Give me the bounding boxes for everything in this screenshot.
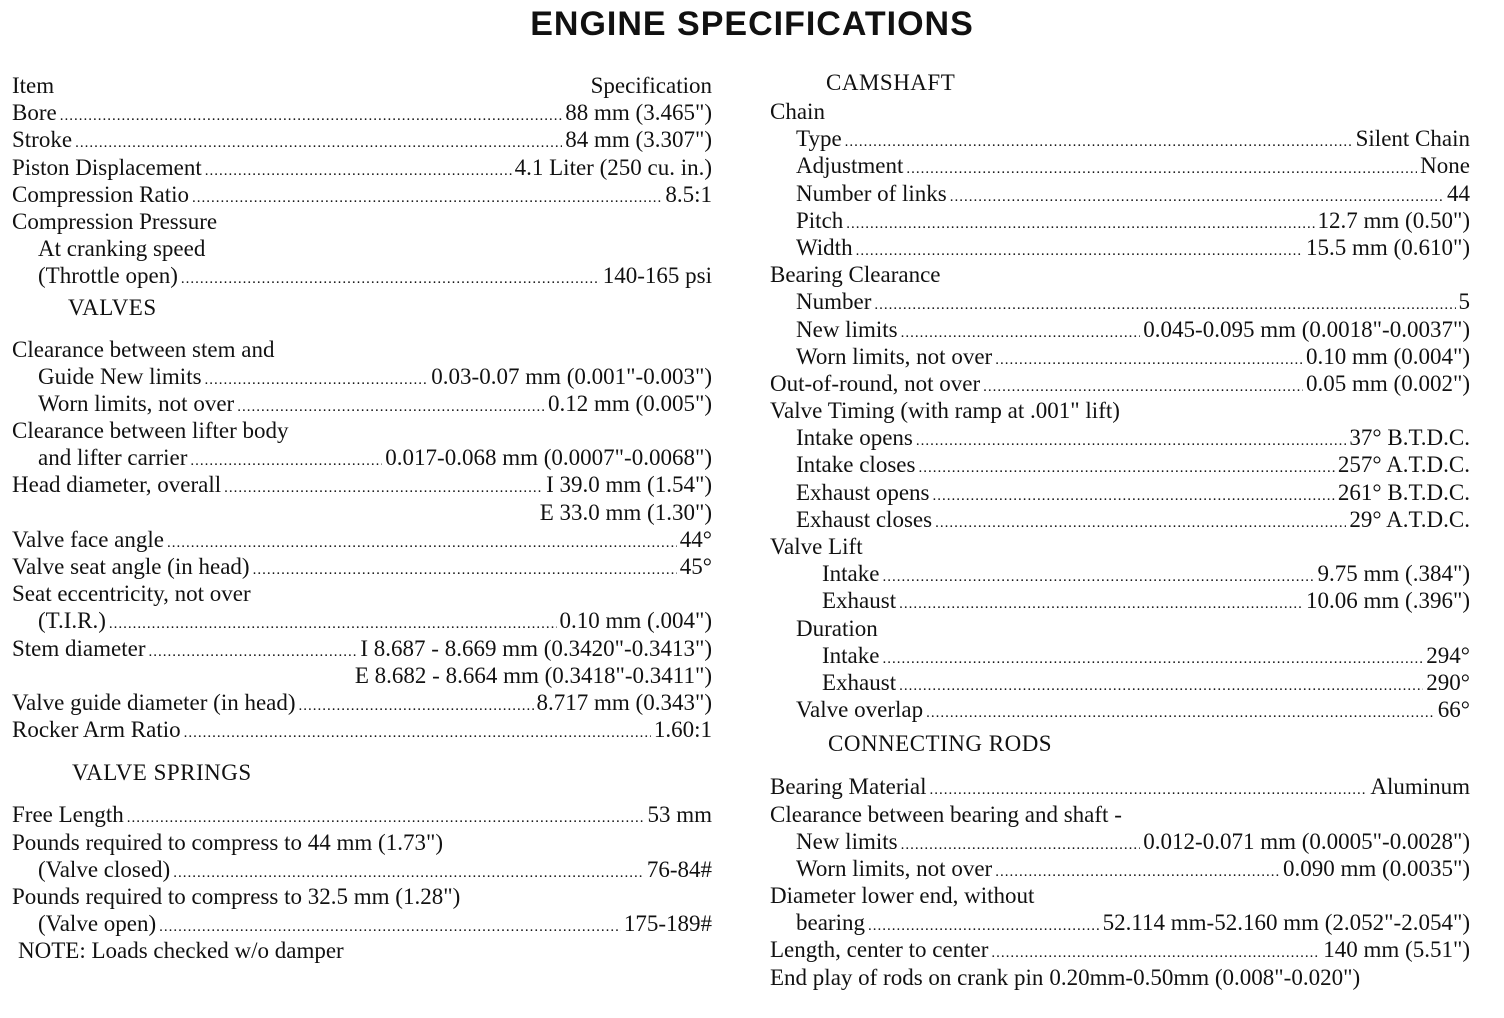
spec-row — [770, 669, 1470, 696]
spec-value: 5 — [1458, 289, 1470, 315]
spec-row — [12, 499, 712, 526]
spec-row — [12, 471, 712, 498]
spec-label: Intake closes — [796, 452, 916, 478]
spec-row — [770, 773, 1470, 800]
leader-dots — [882, 564, 1314, 591]
spec-row — [12, 154, 712, 181]
spec-value: 0.10 mm (.004") — [559, 608, 712, 634]
spec-label: Out-of-round, not over — [770, 370, 981, 396]
spec-label: Clearance between lifter body — [12, 418, 289, 444]
spec-value: 257° A.T.D.C. — [1337, 452, 1470, 478]
spec-value: 53 mm — [647, 802, 712, 828]
leader-dots — [846, 211, 1314, 238]
spec-label: Intake — [822, 642, 880, 668]
spec-label: Intake — [822, 561, 880, 587]
spec-label: (Valve open) — [38, 911, 157, 937]
spec-value: 45° — [679, 554, 712, 579]
spec-label: New limits — [796, 828, 898, 854]
leader-dots — [60, 103, 563, 130]
spec-label: Clearance between bearing and shaft - — [770, 801, 1122, 827]
spec-row — [12, 363, 712, 390]
spec-row — [770, 615, 1470, 642]
spec-row — [770, 560, 1470, 587]
spec-value: 44 — [1447, 180, 1470, 206]
spec-value: 0.12 mm (0.005") — [548, 390, 712, 416]
spec-value: Aluminum — [1370, 774, 1470, 800]
spec-row — [770, 801, 1470, 828]
spec-value: 10.06 mm (.396") — [1306, 588, 1470, 614]
spec-label: Type — [796, 126, 842, 152]
spec-value: 84 mm (3.307") — [565, 127, 712, 153]
spec-label: New limits — [796, 316, 898, 342]
spec-label: Guide New limits — [38, 363, 202, 389]
spec-value: 140 mm (5.51") — [1323, 937, 1470, 963]
spec-value: 1.60:1 — [653, 717, 712, 743]
spec-value: 140-165 psi — [602, 263, 712, 289]
spec-label: Chain — [770, 99, 825, 124]
spec-label: Exhaust opens — [796, 479, 930, 505]
leader-dots — [184, 720, 651, 747]
item-header: Item — [12, 73, 55, 98]
spec-value: None — [1420, 153, 1470, 179]
spec-label: Adjustment — [796, 153, 904, 179]
valves-heading: VALVES — [68, 294, 157, 320]
spec-row — [770, 424, 1470, 451]
spec-label: Clearance between stem and — [12, 336, 275, 362]
spec-row — [770, 964, 1470, 991]
spec-row — [770, 642, 1470, 669]
spec-row — [12, 336, 712, 363]
spec-label: Free Length — [12, 802, 124, 828]
spec-value: 8.5:1 — [665, 181, 712, 207]
spec-row — [12, 208, 712, 235]
spec-value: 0.03-0.07 mm (0.001"-0.003") — [431, 363, 712, 389]
spec-row — [770, 98, 1470, 125]
spec-label: Number — [796, 289, 872, 315]
spec-row — [770, 909, 1470, 936]
spec-row — [12, 126, 712, 153]
leader-dots — [845, 129, 1353, 156]
spec-row — [770, 587, 1470, 614]
leader-dots — [299, 693, 534, 720]
spec-label: Bearing Clearance — [770, 262, 941, 288]
spec-value: 76-84# — [646, 856, 712, 882]
note-row — [12, 937, 712, 964]
spec-label: bearing — [796, 910, 865, 936]
leader-dots — [933, 483, 1335, 510]
spec-value: 294° — [1426, 642, 1470, 668]
spec-value: E 33.0 mm (1.30") — [539, 499, 712, 525]
spec-row — [770, 180, 1470, 207]
spec-label: Valve face angle — [12, 526, 164, 552]
spec-label: Worn limits, not over — [38, 390, 235, 416]
spec-row — [12, 417, 712, 444]
spec-row — [12, 716, 712, 743]
spec-value: 0.045-0.095 mm (0.0018"-0.0037") — [1143, 316, 1470, 342]
spec-value: 12.7 mm (0.50") — [1317, 207, 1470, 233]
connecting-rods-heading: CONNECTING RODS — [828, 731, 1053, 757]
spec-label: Piston Displacement — [12, 154, 202, 180]
spec-value: 0.017-0.068 mm (0.0007"-0.0068") — [385, 445, 712, 471]
spec-row — [770, 828, 1470, 855]
spec-label: Intake opens — [796, 425, 913, 451]
spec-value: 290° — [1426, 669, 1470, 695]
spec-row — [770, 288, 1470, 315]
left-column — [12, 72, 712, 964]
leader-dots — [253, 557, 677, 584]
spec-value: 261° B.T.D.C. — [1337, 479, 1470, 505]
spec-row — [770, 343, 1470, 370]
spec-row — [12, 883, 712, 910]
leader-dots — [899, 673, 1423, 700]
leader-dots — [224, 475, 543, 502]
spec-label: Pounds required to compress to 44 mm (1.73") — [12, 829, 444, 855]
spec-label: Duration — [796, 615, 878, 641]
spec-row — [770, 506, 1470, 533]
leader-dots — [882, 646, 1423, 673]
leader-dots — [181, 266, 600, 293]
spec-row — [770, 451, 1470, 478]
spec-label: Rocker Arm Ratio — [12, 717, 181, 743]
spec-row — [12, 444, 712, 471]
leader-dots — [149, 639, 358, 666]
spec-label: Bearing Material — [770, 774, 927, 800]
valve-springs-heading: VALVE SPRINGS — [72, 760, 252, 786]
spec-row — [12, 801, 712, 828]
spec-row — [12, 856, 712, 883]
spec-label: (T.I.R.) — [38, 608, 106, 634]
spec-value: E 8.682 - 8.664 mm (0.3418"-0.3411") — [354, 662, 712, 688]
spec-row — [12, 689, 712, 716]
spec-row — [12, 662, 712, 689]
leader-dots — [906, 156, 1417, 183]
spec-label: Pounds required to compress to 32.5 mm (1.28") — [12, 883, 461, 909]
spec-value: 8.717 mm (0.343") — [536, 689, 712, 715]
spec-label: Valve seat angle (in head) — [12, 554, 250, 579]
spec-label: Stroke — [12, 127, 73, 153]
spec-value: 0.10 mm (0.004") — [1306, 343, 1470, 369]
leader-dots — [935, 510, 1346, 537]
spec-value: 29° A.T.D.C. — [1349, 506, 1470, 532]
spec-value: 88 mm (3.465") — [565, 100, 712, 126]
spec-label: Bore — [12, 100, 57, 126]
spec-row — [12, 390, 712, 417]
spec-label: Valve Lift — [770, 534, 863, 559]
leader-dots — [995, 347, 1303, 374]
spec-row — [770, 152, 1470, 179]
spec-row — [12, 580, 712, 607]
spec-value: 9.75 mm (.384") — [1317, 561, 1470, 587]
spec-label: At cranking speed — [38, 236, 206, 262]
spec-label: (Valve closed) — [38, 856, 171, 882]
spec-label: Exhaust — [822, 588, 897, 614]
spec-row — [12, 635, 712, 662]
note-text: NOTE: Loads checked w/o damper — [18, 938, 344, 964]
spec-label: Exhaust — [822, 669, 897, 695]
spec-row — [770, 533, 1470, 560]
spec-value: 66° — [1437, 697, 1470, 723]
spec-value: 52.114 mm-52.160 mm (2.052"-2.054") — [1102, 910, 1470, 936]
spec-label: End play of rods on crank pin — [770, 964, 1044, 990]
leader-dots — [205, 367, 429, 394]
spec-row — [12, 829, 712, 856]
spec-label: Pitch — [796, 207, 844, 233]
spec-row — [770, 316, 1470, 343]
spec-label: Stem diameter — [12, 635, 146, 661]
specification-header: Specification — [590, 73, 712, 98]
spec-value: 175-189# — [623, 911, 712, 937]
spec-value: I 8.687 - 8.669 mm (0.3420"-0.3413") — [360, 635, 712, 661]
right-column — [770, 68, 1470, 991]
spec-value: 0.05 mm (0.002") — [1306, 370, 1470, 396]
leader-dots — [899, 591, 1303, 618]
spec-value: 4.1 Liter (250 cu. in.) — [514, 154, 712, 180]
spec-row — [770, 234, 1470, 261]
spec-label: Width — [796, 234, 853, 260]
spec-row — [12, 607, 712, 634]
spec-value: 15.5 mm (0.610") — [1306, 234, 1470, 260]
spec-row — [770, 125, 1470, 152]
spec-row — [770, 207, 1470, 234]
spec-label: (Throttle open) — [38, 263, 178, 289]
spec-label: Valve overlap — [796, 697, 924, 723]
camshaft-heading: CAMSHAFT — [826, 70, 956, 95]
spec-label: Valve Timing (with ramp at .001" lift) — [770, 398, 1120, 424]
spec-value: 0.090 mm (0.0035") — [1283, 855, 1470, 881]
spec-row — [770, 882, 1470, 909]
spec-row — [770, 370, 1470, 397]
spec-row — [12, 235, 712, 262]
spec-label: Number of links — [796, 180, 947, 206]
spec-row — [770, 397, 1470, 424]
spec-label: Length, center to center — [770, 937, 989, 963]
leader-dots — [205, 158, 512, 185]
spec-row — [770, 936, 1470, 963]
spec-row — [12, 553, 712, 580]
page-title: ENGINE SPECIFICATIONS — [530, 5, 974, 43]
spec-row — [12, 262, 712, 289]
spec-label: Valve guide diameter (in head) — [12, 689, 296, 715]
spec-label: Diameter lower end, without — [770, 883, 1035, 909]
spec-row — [770, 855, 1470, 882]
spec-value: 0.20mm-0.50mm (0.008"-0.020") — [1049, 964, 1361, 990]
spec-value: Silent Chain — [1355, 126, 1470, 152]
table-header — [12, 72, 712, 99]
spec-row — [12, 910, 712, 937]
spec-label: Head diameter, overall — [12, 472, 222, 498]
leader-dots — [192, 185, 662, 212]
spec-value: 37° B.T.D.C. — [1349, 425, 1470, 451]
leader-dots — [995, 859, 1280, 886]
leader-dots — [918, 455, 1334, 482]
spec-row — [12, 99, 712, 126]
spec-value: 0.012-0.071 mm (0.0005"-0.0028") — [1143, 828, 1470, 854]
leader-dots — [916, 428, 1347, 455]
spec-value: 44° — [679, 526, 712, 552]
spec-label: Seat eccentricity, not over — [12, 581, 251, 607]
spec-row — [770, 479, 1470, 506]
spec-label: Compression Ratio — [12, 181, 189, 207]
spec-row — [770, 261, 1470, 288]
spec-row — [12, 526, 712, 553]
spec-row — [770, 696, 1470, 723]
spec-label: Worn limits, not over — [796, 343, 993, 369]
spec-row — [12, 181, 712, 208]
spec-label: and lifter carrier — [38, 445, 188, 471]
spec-label: Exhaust closes — [796, 506, 933, 532]
spec-label: Worn limits, not over — [796, 855, 993, 881]
spec-value: I 39.0 mm (1.54") — [546, 472, 712, 498]
spec-label: Compression Pressure — [12, 208, 218, 234]
